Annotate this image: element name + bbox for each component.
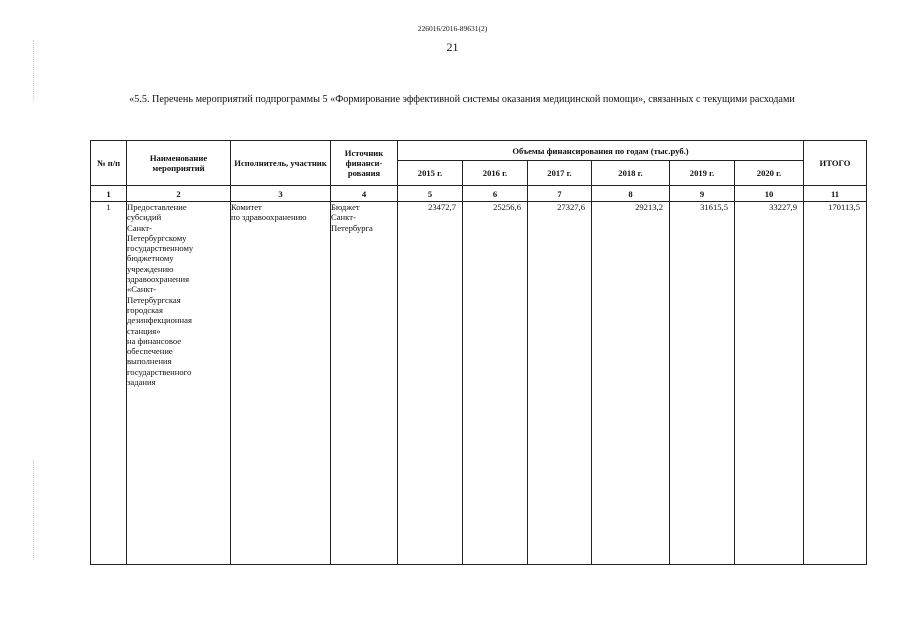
- column-number: 11: [804, 186, 867, 202]
- document-id: 226016/2016-89631(2): [417, 24, 488, 33]
- row-name: Предоставление субсидий Санкт- Петербургскому государственному бюджетному учреждению здравоохранения «Санкт- Петербургская городская дезинфекционная станция» на финансовое обеспечение выполнения государственного задания: [127, 202, 231, 565]
- row-total: 170113,5: [804, 202, 867, 565]
- header-volumes: Объемы финансирования по годам (тыс.руб.): [398, 141, 804, 161]
- margin-mark: [33, 40, 35, 100]
- header-source: Источник финанси-рования: [331, 141, 398, 186]
- row-value-2016: 25256,6: [463, 202, 528, 565]
- margin-mark: [33, 460, 35, 560]
- column-number: 7: [528, 186, 592, 202]
- header-num: № п/п: [91, 141, 127, 186]
- header-executor: Исполнитель, участник: [231, 141, 331, 186]
- header-year-2016: 2016 г.: [463, 161, 528, 186]
- header-name: Наименование мероприятий: [127, 141, 231, 186]
- row-value-2020: 33227,9: [735, 202, 804, 565]
- page-heading: «5.5. Перечень мероприятий подпрограммы 5 «Формирование эффективной системы оказания медицинской помощи», связанных с текущими расходами: [129, 94, 795, 105]
- row-value-2018: 29213,2: [592, 202, 670, 565]
- column-number: 8: [592, 186, 670, 202]
- row-num: 1: [91, 202, 127, 565]
- header-year-2015: 2015 г.: [398, 161, 463, 186]
- financing-table: [90, 140, 867, 565]
- header-year-2018: 2018 г.: [592, 161, 670, 186]
- header-year-2020: 2020 г.: [735, 161, 804, 186]
- header-total: ИТОГО: [804, 141, 867, 186]
- row-source: Бюджет Санкт- Петербурга: [331, 202, 398, 565]
- row-value-2019: 31615,5: [670, 202, 735, 565]
- row-value-2017: 27327,6: [528, 202, 592, 565]
- page-number: 21: [446, 40, 459, 54]
- column-number: 1: [91, 186, 127, 202]
- table-row: [91, 202, 867, 565]
- row-executor: Комитет по здравоохранению: [231, 202, 331, 565]
- column-number: 6: [463, 186, 528, 202]
- header-year-2019: 2019 г.: [670, 161, 735, 186]
- row-value-2015: 23472,7: [398, 202, 463, 565]
- header-year-2017: 2017 г.: [528, 161, 592, 186]
- column-number: 3: [231, 186, 331, 202]
- column-number: 9: [670, 186, 735, 202]
- column-number: 10: [735, 186, 804, 202]
- column-number: 4: [331, 186, 398, 202]
- column-number: 2: [127, 186, 231, 202]
- column-number: 5: [398, 186, 463, 202]
